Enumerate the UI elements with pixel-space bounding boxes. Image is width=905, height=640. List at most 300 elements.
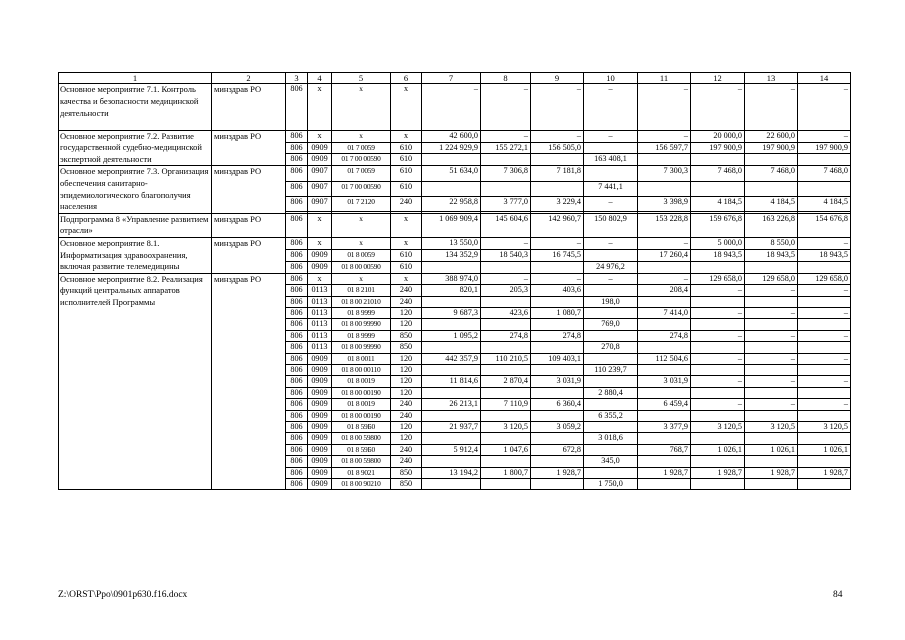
cell-y2014 [481,456,531,467]
cell-total [422,296,481,307]
cell-csr: 01 8 0011 [332,353,391,364]
cell-y2016 [584,353,638,364]
cell-y2016: 1 750,0 [584,479,638,490]
cell-y2014: 2 870,4 [481,376,531,387]
cell-y2017 [638,479,691,490]
responsible-executor: минздрав РО [212,84,286,130]
cell-csr: 01 8 59Б0 [332,444,391,455]
cell-y2017 [638,433,691,444]
cell-y2018 [691,433,745,444]
cell-grbs: 806 [286,456,308,467]
cell-y2020 [798,154,851,166]
cell-y2014 [481,319,531,330]
cell-vr: 240 [391,410,422,421]
cell-y2014: 110 210,5 [481,353,531,364]
cell-vr: 240 [391,296,422,307]
cell-total: 21 937,7 [422,422,481,433]
cell-grbs: 806 [286,444,308,455]
cell-y2015: – [531,273,584,284]
cell-y2014: – [481,273,531,284]
cell-total [422,479,481,490]
cell-y2014 [481,387,531,398]
cell-y2020 [798,410,851,421]
cell-csr: 01 8 9999 [332,307,391,318]
cell-y2020 [798,342,851,353]
cell-y2014: 7 306,8 [481,166,531,181]
cell-total: 1 095,2 [422,330,481,341]
cell-y2018 [691,261,745,273]
cell-y2017: 3 398,9 [638,197,691,212]
column-number-cell: 10 [584,73,638,84]
cell-csr: 01 8 00 59800 [332,456,391,467]
cell-y2015 [531,433,584,444]
cell-total [422,456,481,467]
cell-y2015: 156 505,0 [531,142,584,154]
cell-grbs: 806 [286,213,308,237]
cell-total: 5 912,4 [422,444,481,455]
cell-y2019 [745,319,798,330]
cell-rz-pr: x [308,213,332,237]
cell-vr: 120 [391,307,422,318]
cell-csr: x [332,130,391,142]
cell-grbs: 806 [286,422,308,433]
cell-y2014: 18 540,3 [481,249,531,261]
cell-y2016: 198,0 [584,296,638,307]
cell-y2020: – [798,353,851,364]
cell-grbs: 806 [286,166,308,181]
cell-y2020 [798,364,851,375]
program-activity-name: Подпрограмма 8 «Управление развитием отрасли» [59,213,212,237]
cell-y2020 [798,261,851,273]
cell-y2014 [481,181,531,196]
cell-total: 388 974,0 [422,273,481,284]
cell-csr: 01 8 00 00190 [332,387,391,398]
cell-y2016: – [584,197,638,212]
cell-y2017 [638,261,691,273]
cell-total: 820,1 [422,285,481,296]
cell-csr: x [332,84,391,130]
cell-csr: 01 8 00 99990 [332,319,391,330]
cell-vr: 610 [391,261,422,273]
cell-y2019 [745,387,798,398]
cell-y2016: – [584,273,638,284]
cell-y2016: 769,0 [584,319,638,330]
cell-rz-pr: 0909 [308,444,332,455]
cell-total: – [422,84,481,130]
column-number-cell: 11 [638,73,691,84]
cell-total: 134 352,9 [422,249,481,261]
cell-y2018: – [691,285,745,296]
cell-y2016: 110 239,7 [584,364,638,375]
column-number-cell: 13 [745,73,798,84]
cell-csr: 01 8 2101 [332,285,391,296]
cell-y2014 [481,342,531,353]
cell-rz-pr: 0907 [308,197,332,212]
cell-rz-pr: 0113 [308,285,332,296]
cell-grbs: 806 [286,197,308,212]
cell-total [422,181,481,196]
cell-csr: 01 8 59Б0 [332,422,391,433]
cell-y2016 [584,376,638,387]
cell-y2020 [798,319,851,330]
cell-y2020 [798,181,851,196]
cell-y2019 [745,342,798,353]
cell-y2020: 18 943,5 [798,249,851,261]
cell-y2018 [691,154,745,166]
cell-vr: 850 [391,330,422,341]
cell-y2017 [638,181,691,196]
cell-grbs: 806 [286,330,308,341]
cell-vr: 120 [391,387,422,398]
cell-y2015: 6 360,4 [531,399,584,410]
cell-y2016: 3 018,6 [584,433,638,444]
cell-y2014 [481,261,531,273]
cell-rz-pr: x [308,273,332,284]
cell-csr: 01 8 00 00110 [332,364,391,375]
cell-y2014: 1 800,7 [481,467,531,478]
cell-grbs: 806 [286,433,308,444]
cell-y2015: 3 059,2 [531,422,584,433]
cell-rz-pr: 0907 [308,181,332,196]
program-activity-name: Основное мероприятие 7.1. Контроль качества и безопасности медицинской деятельности [59,84,212,130]
cell-total: 11 814,6 [422,376,481,387]
cell-y2018: 1 928,7 [691,467,745,478]
cell-vr: x [391,130,422,142]
cell-vr: 610 [391,142,422,154]
cell-y2018 [691,296,745,307]
column-number-cell: 12 [691,73,745,84]
cell-y2017: 112 504,6 [638,353,691,364]
cell-rz-pr: 0909 [308,399,332,410]
cell-y2019 [745,364,798,375]
table-row [59,130,851,142]
cell-y2018: – [691,353,745,364]
cell-vr: 240 [391,456,422,467]
cell-y2019: – [745,330,798,341]
cell-vr: 610 [391,166,422,181]
cell-y2018: – [691,399,745,410]
cell-y2017 [638,410,691,421]
cell-y2016: – [584,130,638,142]
cell-y2020: – [798,399,851,410]
cell-csr: 01 8 00 21010 [332,296,391,307]
cell-total [422,342,481,353]
cell-y2018 [691,479,745,490]
cell-y2017 [638,387,691,398]
cell-y2016: 2 880,4 [584,387,638,398]
cell-total [422,154,481,166]
cell-total: 22 958,8 [422,197,481,212]
cell-vr: 120 [391,376,422,387]
cell-y2015 [531,261,584,273]
cell-grbs: 806 [286,273,308,284]
cell-rz-pr: x [308,130,332,142]
cell-total: 442 357,9 [422,353,481,364]
cell-rz-pr: 0113 [308,319,332,330]
cell-y2016: 150 802,9 [584,213,638,237]
cell-y2018: – [691,330,745,341]
cell-rz-pr: 0909 [308,364,332,375]
cell-y2015: – [531,237,584,249]
cell-vr: x [391,213,422,237]
cell-y2020: – [798,285,851,296]
budget-table [58,72,851,490]
cell-y2020: 1 026,1 [798,444,851,455]
cell-y2020 [798,456,851,467]
cell-total: 1 069 909,4 [422,213,481,237]
cell-csr: 01 8 0019 [332,376,391,387]
cell-y2014: – [481,237,531,249]
cell-y2015: 109 403,1 [531,353,584,364]
cell-y2019: – [745,376,798,387]
cell-y2019 [745,261,798,273]
cell-grbs: 806 [286,130,308,142]
cell-rz-pr: 0909 [308,142,332,154]
cell-total: 42 600,0 [422,130,481,142]
cell-y2019 [745,154,798,166]
cell-csr: 01 7 2120 [332,197,391,212]
cell-csr: 01 8 9021 [332,467,391,478]
cell-y2015: – [531,84,584,130]
cell-y2015: 403,6 [531,285,584,296]
cell-rz-pr: 0909 [308,410,332,421]
cell-y2014: 155 272,1 [481,142,531,154]
cell-y2018: 18 943,5 [691,249,745,261]
cell-y2018: 4 184,5 [691,197,745,212]
cell-y2016 [584,285,638,296]
cell-vr: 850 [391,467,422,478]
cell-y2018: 1 026,1 [691,444,745,455]
cell-y2016: 7 441,1 [584,181,638,196]
cell-csr: 01 8 00 00190 [332,410,391,421]
cell-rz-pr: 0909 [308,479,332,490]
cell-y2014: – [481,84,531,130]
cell-y2015: 672,8 [531,444,584,455]
program-activity-name: Основное мероприятие 8.2. Реализация функций центральных аппаратов исполнителей Программы [59,273,212,490]
program-activity-name: Основное мероприятие 7.3. Организация обеспечения санитарно-эпидемиологического благополучия населения [59,166,212,213]
cell-rz-pr: 0909 [308,456,332,467]
cell-y2017 [638,364,691,375]
cell-csr: 01 8 00 59800 [332,433,391,444]
cell-y2017: 274,8 [638,330,691,341]
cell-rz-pr: 0113 [308,330,332,341]
cell-y2019 [745,296,798,307]
cell-vr: 240 [391,399,422,410]
cell-vr: 120 [391,364,422,375]
cell-y2020: 4 184,5 [798,197,851,212]
cell-y2020: – [798,330,851,341]
column-number-cell: 4 [308,73,332,84]
cell-grbs: 806 [286,237,308,249]
cell-y2019: 18 943,5 [745,249,798,261]
cell-grbs: 806 [286,376,308,387]
cell-total: 9 687,3 [422,307,481,318]
cell-vr: 610 [391,249,422,261]
budget-table-sheet [58,72,850,490]
cell-vr: x [391,237,422,249]
cell-vr: 120 [391,433,422,444]
cell-vr: 240 [391,197,422,212]
cell-y2017 [638,154,691,166]
cell-rz-pr: 0909 [308,422,332,433]
cell-y2020: 129 658,0 [798,273,851,284]
cell-total: 13 550,0 [422,237,481,249]
cell-vr: 240 [391,444,422,455]
cell-y2020 [798,296,851,307]
cell-grbs: 806 [286,319,308,330]
cell-y2019: – [745,399,798,410]
cell-y2017: – [638,273,691,284]
cell-y2016 [584,467,638,478]
cell-rz-pr: 0113 [308,296,332,307]
cell-vr: 610 [391,181,422,196]
cell-rz-pr: 0909 [308,249,332,261]
cell-y2017 [638,342,691,353]
cell-y2020: 7 468,0 [798,166,851,181]
cell-y2017: 156 597,7 [638,142,691,154]
cell-y2015: 3 031,9 [531,376,584,387]
cell-vr: 120 [391,422,422,433]
cell-y2015 [531,319,584,330]
cell-vr: 240 [391,285,422,296]
cell-y2017: – [638,237,691,249]
cell-y2018 [691,410,745,421]
cell-total: 51 634,0 [422,166,481,181]
cell-y2018: 3 120,5 [691,422,745,433]
cell-y2018 [691,342,745,353]
document-file-path: Z:\ORST\Ppo\0901p630.f16.docx [58,590,188,600]
cell-csr: 01 7 00 00590 [332,181,391,196]
cell-y2019: 8 550,0 [745,237,798,249]
cell-grbs: 806 [286,154,308,166]
cell-y2020: 197 900,9 [798,142,851,154]
table-row [59,237,851,249]
cell-y2018 [691,387,745,398]
cell-y2015 [531,342,584,353]
cell-grbs: 806 [286,142,308,154]
cell-y2017: 208,4 [638,285,691,296]
cell-y2016 [584,444,638,455]
cell-grbs: 806 [286,84,308,130]
cell-rz-pr: 0909 [308,387,332,398]
responsible-executor: минздрав РО [212,273,286,490]
cell-y2019 [745,181,798,196]
cell-csr: 01 7 0059 [332,142,391,154]
cell-csr: x [332,273,391,284]
cell-y2016 [584,166,638,181]
cell-y2014 [481,364,531,375]
cell-grbs: 806 [286,342,308,353]
cell-y2014 [481,433,531,444]
cell-total: 13 194,2 [422,467,481,478]
cell-y2018: – [691,307,745,318]
cell-y2018 [691,319,745,330]
cell-csr: 01 8 00 00590 [332,261,391,273]
cell-y2019: 197 900,9 [745,142,798,154]
cell-y2014 [481,296,531,307]
cell-y2016: 24 976,2 [584,261,638,273]
cell-vr: x [391,84,422,130]
cell-y2015 [531,456,584,467]
program-activity-name: Основное мероприятие 7.2. Развитие государственной судебно-медицинской экспертной деятельности [59,130,212,166]
cell-y2017: 153 228,8 [638,213,691,237]
cell-csr: 01 8 0059 [332,249,391,261]
cell-rz-pr: 0909 [308,261,332,273]
cell-grbs: 806 [286,353,308,364]
cell-y2017: 7 300,3 [638,166,691,181]
cell-csr: 01 8 00 90210 [332,479,391,490]
cell-vr: 120 [391,319,422,330]
cell-y2019: 22 600,0 [745,130,798,142]
cell-y2016: 270,8 [584,342,638,353]
cell-y2018: 20 000,0 [691,130,745,142]
cell-y2017: 768,7 [638,444,691,455]
cell-y2019: – [745,307,798,318]
cell-y2014 [481,479,531,490]
cell-y2017 [638,296,691,307]
cell-y2020: – [798,307,851,318]
cell-rz-pr: x [308,237,332,249]
cell-y2015: 274,8 [531,330,584,341]
cell-y2015: 16 745,5 [531,249,584,261]
cell-rz-pr: 0909 [308,154,332,166]
cell-y2018: 7 468,0 [691,166,745,181]
cell-vr: 850 [391,342,422,353]
cell-total: 1 224 929,9 [422,142,481,154]
cell-y2016: – [584,237,638,249]
cell-y2016 [584,399,638,410]
cell-y2020 [798,433,851,444]
cell-y2014: 423,6 [481,307,531,318]
cell-y2019 [745,456,798,467]
cell-y2020: 154 676,8 [798,213,851,237]
cell-y2019: 163 226,8 [745,213,798,237]
cell-y2019: 1 026,1 [745,444,798,455]
responsible-executor: минздрав РО [212,237,286,273]
cell-y2017 [638,319,691,330]
cell-rz-pr: 0909 [308,353,332,364]
cell-grbs: 806 [286,479,308,490]
cell-y2017: – [638,84,691,130]
cell-csr: 01 8 9999 [332,330,391,341]
cell-y2014: 7 110,9 [481,399,531,410]
cell-y2016 [584,142,638,154]
responsible-executor: минздрав РО [212,130,286,166]
cell-y2019: – [745,84,798,130]
column-number-cell: 3 [286,73,308,84]
cell-total [422,319,481,330]
cell-y2016 [584,422,638,433]
table-row [59,213,851,237]
cell-rz-pr: 0113 [308,342,332,353]
cell-y2014 [481,410,531,421]
cell-rz-pr: 0909 [308,467,332,478]
cell-vr: x [391,273,422,284]
cell-y2015: 1 928,7 [531,467,584,478]
cell-grbs: 806 [286,296,308,307]
cell-y2014: 274,8 [481,330,531,341]
cell-y2019: 1 928,7 [745,467,798,478]
cell-csr: 01 7 00 00590 [332,154,391,166]
cell-y2017: 3 377,9 [638,422,691,433]
column-number-cell: 6 [391,73,422,84]
column-number-cell: 8 [481,73,531,84]
cell-y2015 [531,181,584,196]
cell-y2018: 5 000,0 [691,237,745,249]
cell-grbs: 806 [286,249,308,261]
cell-y2019 [745,433,798,444]
cell-total [422,387,481,398]
